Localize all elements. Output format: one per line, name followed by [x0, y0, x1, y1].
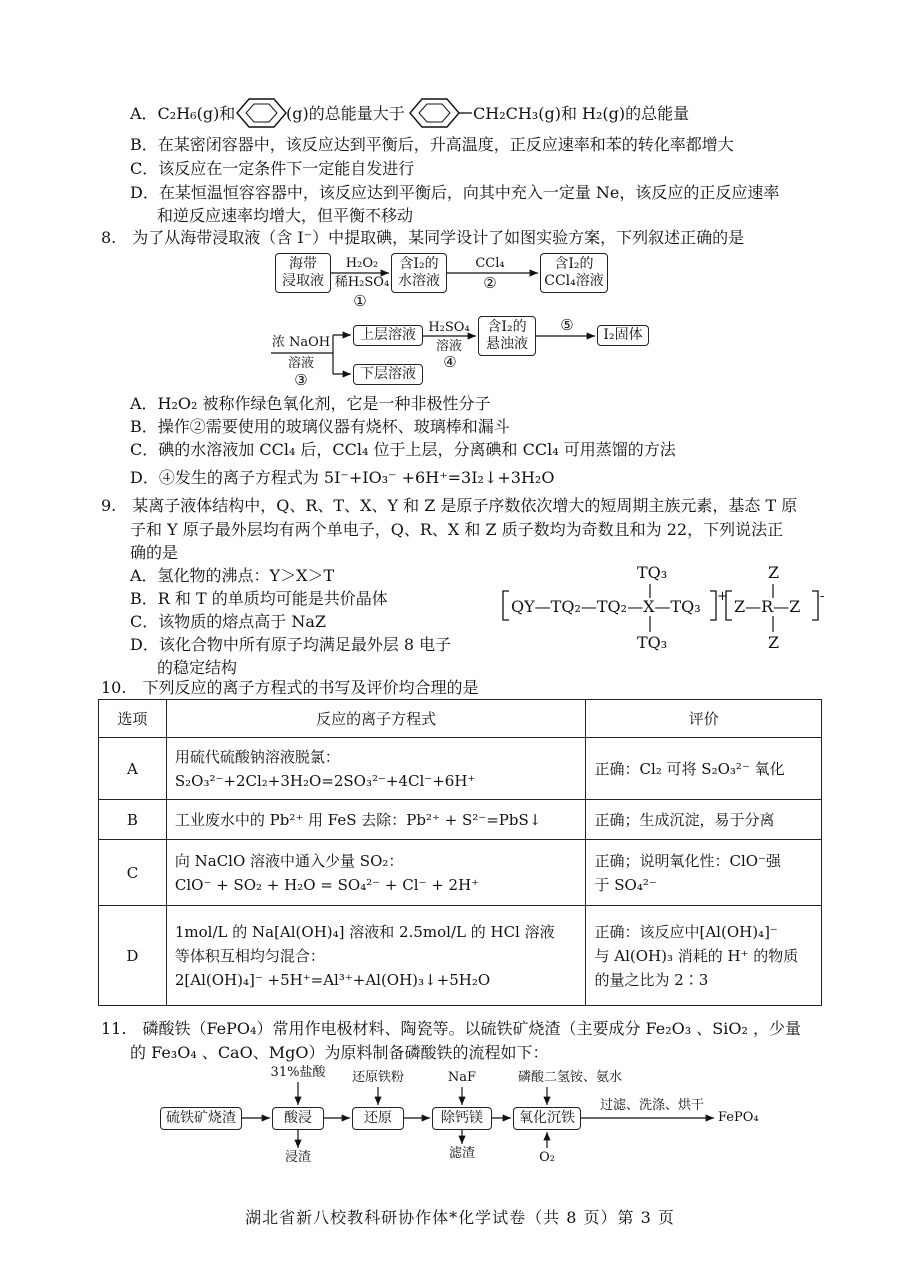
q10-row-b-equation: 工业废水中的 Pb²⁺ 用 FeS 去除：Pb²⁺ + S²⁻=PbS↓	[166, 800, 586, 840]
q8-flow-step5: ⑤	[560, 316, 574, 334]
q9-option-d-cont: 的稳定结构	[157, 658, 238, 677]
q7-option-b: B．在某密闭容器中，该反应达到平衡后，升高温度，正反应速率和苯的转化率都增大	[130, 135, 734, 154]
q10-row-a-option: A	[99, 738, 167, 800]
q10-row-a-eq-line2: S₂O₃²⁻+2Cl₂+3H₂O=2SO₃²⁻+4Cl⁻+6H⁺	[174, 771, 476, 790]
q7-option-a-part2: (g)的总能量大于	[286, 104, 405, 123]
q10-row-c-eq-line1: 向 NaClO 溶液中通入少量 SO₂：	[174, 851, 404, 870]
q9-struct-plus-charge: +	[717, 589, 728, 604]
q9-struct-bottom-group: TQ₃	[637, 633, 668, 652]
q10-row-d-eq-line2: 等体积互相均匀混合：	[174, 946, 325, 965]
q8-flow-upper-layer: 上层溶液	[353, 325, 423, 346]
q7-option-a-part3: CH₂CH₃(g)和 H₂(g)的总能量	[473, 104, 690, 123]
q11-flow-output-filter-residue: 滤渣	[448, 1146, 475, 1161]
q10-row-a-evaluation: 正确：Cl₂ 可将 S₂O₃²⁻ 氧化	[586, 738, 822, 800]
q11-flow-remove-ca-mg: 除钙镁	[432, 1107, 492, 1130]
q10-header-option: 选项	[99, 700, 167, 738]
q8-stem: 8. 为了从海带浸取液（含 I⁻）中提取碘，某同学设计了如图实验方案，下列叙述正确的是	[101, 228, 745, 247]
q10-row-b-evaluation: 正确；生成沉淀，易于分离	[586, 800, 822, 840]
q11-flow-reduction: 还原	[352, 1107, 404, 1130]
q10-row-d-ev-line3: 的量之比为 2∶3	[594, 970, 709, 989]
q8-flow-step2: ②	[483, 274, 497, 292]
q8-flow-ccl4-i2: 含I₂的 CCl₄溶液	[540, 253, 608, 293]
q10-row-c-option: C	[99, 840, 167, 906]
q8-flow-arrow4-top: H₂SO₄	[428, 320, 470, 335]
page-footer: 湖北省新八校教科研协作体*化学试卷（共 8 页）第 3 页	[245, 1208, 675, 1227]
q7-option-c: C．该反应在一定条件下一定能自发进行	[130, 159, 415, 178]
q9-struct-cation-chain: QY—TQ₂—TQ₂—X—TQ₃	[511, 597, 701, 616]
q8-option-c: C．碘的水溶液加 CCl₄ 后，CCl₄ 位于上层，分离碘和 CCl₄ 可用蒸馏的方法	[130, 440, 676, 459]
q11-stem-line2: 的 Fe₃O₄ 、CaO、MgO）为原料制备磷酸铁的流程如下：	[130, 1043, 549, 1062]
q10-row-d-eq-line1: 1mol/L 的 Na[Al(OH)₄] 溶液和 2.5mol/L 的 HCl 溶液	[174, 922, 555, 941]
q8-flow-arrow1-top: H₂O₂	[345, 256, 379, 271]
q9-option-c: C．该物质的熔点高于 NaZ	[130, 612, 326, 631]
q8-flow-arrow1-bottom: 稀H₂SO₄	[334, 275, 390, 290]
q8-flow-i2-solid: I₂固体	[597, 325, 649, 346]
q10-row-c-eq-line2: ClO⁻ + SO₂ + H₂O = SO₄²⁻ + Cl⁻ + 2H⁺	[174, 875, 480, 894]
q9-option-b: B．R 和 T 的单质均可能是共价晶体	[130, 589, 388, 608]
q10-header-equation: 反应的离子方程式	[166, 700, 586, 738]
q10-row-d-eq-line3: 2[Al(OH)₄]⁻ +5H⁺=Al³⁺+Al(OH)₃↓+5H₂O	[174, 970, 491, 989]
q8-flow-arrow2-top: CCl₄	[475, 256, 505, 271]
q11-flow-input-hcl: 31%盐酸	[270, 1065, 326, 1080]
q8-flow-naoh-top: 浓 NaOH	[271, 335, 331, 350]
q10-row-a-eq-line1: 用硫代硫酸钠溶液脱氯：	[174, 747, 340, 766]
q8-flow-aqueous-i2: 含I₂的 水溶液	[391, 253, 447, 293]
q9-struct-top-group: TQ₃	[637, 563, 668, 582]
q10-row-d-option: D	[99, 906, 167, 1006]
q11-flow-input-phosphate: 磷酸二氢铵、氨水	[517, 1070, 622, 1085]
q8-flow-suspension: 含I₂的 悬浊液	[478, 316, 536, 356]
q10-row-d-ev-line1: 正确：该反应中[Al(OH)₄]⁻	[594, 922, 778, 941]
q8-flow-naoh-bottom: 溶液	[287, 356, 314, 371]
q11-flow-input-oxygen: O₂	[539, 1150, 555, 1165]
q10-row-c-ev-line2: 于 SO₄²⁻	[594, 875, 657, 894]
q9-option-d: D．该化合物中所有原子均满足最外层 8 电子	[130, 635, 452, 654]
q8-flow-lower-layer: 下层溶液	[353, 364, 423, 385]
q7-option-d: D．在某恒温恒容容器中，该反应达到平衡后，向其中充入一定量 Ne，该反应的正反应速率	[130, 183, 780, 202]
q11-flow-product: FePO₄	[718, 1110, 759, 1125]
q9-option-a: A．氢化物的沸点：Y＞X＞T	[130, 566, 335, 585]
q11-flow-oxidize-precipitate: 氧化沉铁	[513, 1107, 581, 1130]
q8-flow-step3: ③	[294, 371, 308, 389]
q8-option-b: B．操作②需要使用的玻璃仪器有烧杯、玻璃棒和漏斗	[130, 417, 510, 436]
q11-stem-line1: 11. 磷酸铁（FePO₄）常用作电极材料、陶瓷等。以硫铁矿烧渣（主要成分 Fe₂O₃ 、SiO₂ ，少量	[101, 1019, 801, 1038]
q9-struct-anion-bottom: Z	[768, 633, 780, 652]
q8-flow-step1: ①	[353, 292, 367, 310]
q8-option-d: D．④发生的离子方程式为 5I⁻+IO₃⁻ +6H⁺=3I₂↓+3H₂O	[130, 468, 555, 487]
q9-struct-minus-charge: -	[820, 589, 825, 604]
q11-flow-input-naf: NaF	[447, 1070, 477, 1085]
q11-flow-raw-slag: 硫铁矿烧渣	[160, 1107, 242, 1130]
q8-flow-step4: ④	[443, 353, 457, 371]
q10-row-d-ev-line2: 与 Al(OH)₃ 消耗的 H⁺ 的物质	[594, 946, 799, 965]
q10-row-b-option: B	[99, 800, 167, 840]
q11-flow-input-iron: 还原铁粉	[351, 1070, 404, 1085]
q10-row-c-ev-line1: 正确；说明氧化性：ClO⁻强	[594, 851, 781, 870]
q9-struct-anion-middle: Z—R—Z	[734, 597, 801, 616]
q11-flow-output-leach-residue: 浸渣	[284, 1150, 311, 1165]
q11-flow-step-filter: 过滤、洗涤、烘干	[599, 1098, 704, 1113]
q9-stem-line2: 子和 Y 原子最外层均有两个单电子，Q、R、X 和 Z 质子数均为奇数且和为 22，下列说法正	[130, 520, 784, 539]
q9-stem-line3: 确的是	[130, 543, 179, 562]
q8-option-a: A．H₂O₂ 被称作绿色氧化剂，它是一种非极性分子	[130, 394, 491, 413]
q8-flow-arrow4-bottom: 溶液	[435, 339, 462, 354]
q9-stem-line1: 9. 某离子液体结构中，Q、R、T、X、Y 和 Z 是原子序数依次增大的短周期主族元素，基态 T 原	[101, 496, 798, 515]
q10-stem: 10. 下列反应的离子方程式的书写及评价均合理的是	[101, 678, 479, 697]
q7-option-d-cont: 和逆反应速率均增大，但平衡不移动	[157, 206, 414, 225]
q11-flow-acid-leach: 酸浸	[272, 1107, 324, 1130]
q9-struct-anion-top: Z	[768, 563, 780, 582]
q7-option-a-part1: A．C₂H₆(g)和	[130, 104, 236, 123]
q10-header-evaluation: 评价	[586, 700, 822, 738]
q8-flow-seaweed-extract: 海带 浸取液	[275, 253, 331, 293]
